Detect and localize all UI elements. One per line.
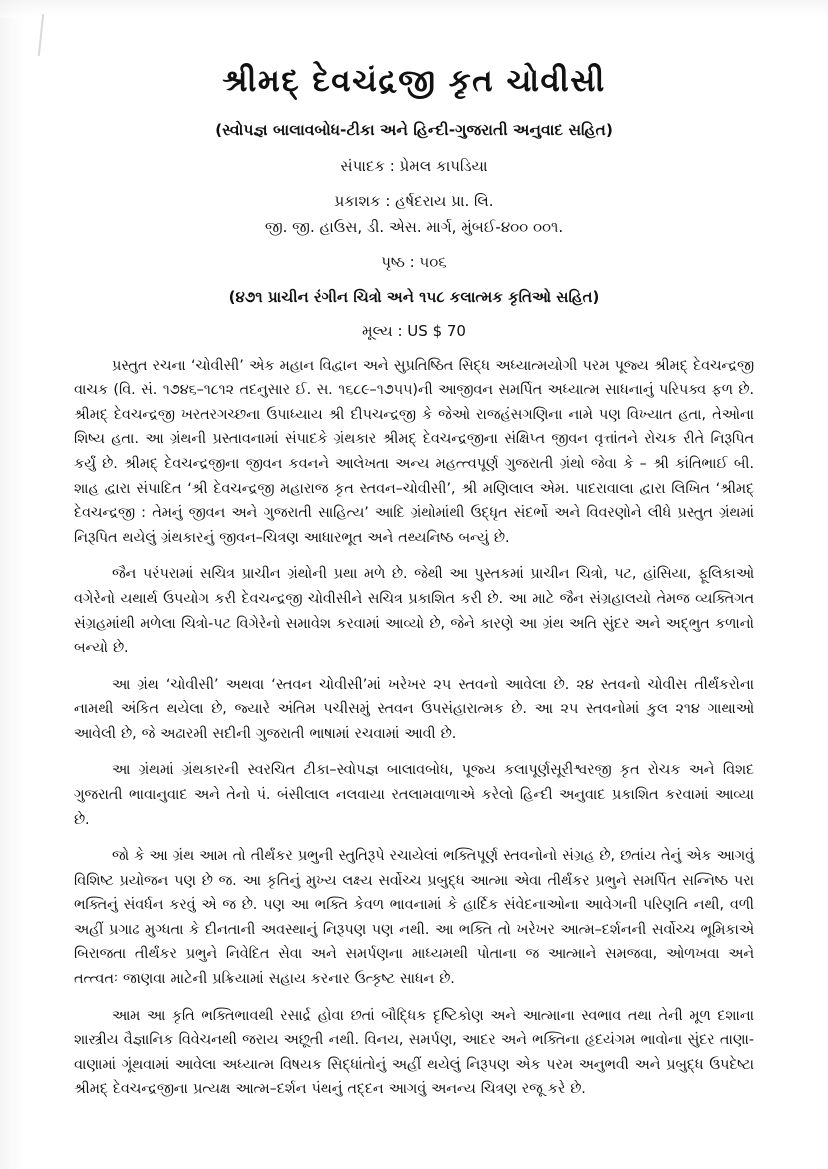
scan-artifact-mark xyxy=(38,14,44,56)
paragraph: જો કે આ ગ્રંથ આમ તો તીર્થંકર પ્રભુની સ્તુતિરૂપે રચાયેલાં ભક્તિપૂર્ણ સ્તવનોનો સંગ્રહ છે, છતાંય તેનું એક આગવું વિશિષ્ટ પ્રયોજન પણ છે જ. આ કૃતિનું મુખ્ય લક્ષ્ય સર્વોચ્ચ પ્રબુદ્ધ આત્મા એવા તીર્થંકર પ્રભુને સમર્પિત સન્નિષ્ઠ પરા ભક્તિનું સંવર્ધન કરવું એ જ છે. પણ આ ભક્તિ કેવળ ભાવનામાં કે હાર્દિક સંવેદનાઓના આવેગની પરિણતિ નથી, વળી અહીં પ્રગાઢ મુગ્ધતા કે દીનતાની અવસ્થાનું નિરૂપણ પણ નથી. આ ભક્તિ તો ખરેખર આત્મ–દર્શનની સર્વોચ્ચ ભૂમિકાએ બિરાજતા તીર્થંકર પ્રભુને નિવેદિત સેવા અને સમર્પણના માધ્યમથી પોતાના જ આત્માને સમજવા, ઓળખવા અને તત્ત્વતઃ જાણવા માટેની પ્રક્રિયામાં સહાય કરનાર ઉત્કૃષ્ટ સાધન છે. xyxy=(74,848,754,988)
editor-line: સંપાદક : પ્રેમલ કાપડિયા xyxy=(340,156,488,175)
paragraph: આમ આ કૃતિ ભક્તિભાવથી રસાર્દ્ર હોવા છતાં બૌદ્ધિક દૃષ્ટિકોણ અને આત્માના સ્વભાવ તથા તેની મૂળ દશાના શાસ્ત્રીય વૈજ્ઞાનિક વિવેચનથી જરાય અછૂતી નથી. વિનય, સમર્પણ, આદર અને ભક્તિના હૃદયંગમ ભાવોના સુંદર તાણા-વાણામાં ગૂંથવામાં આવેલા અધ્યાત્મ વિષયક સિદ્ધાંતોનું અહીં થયેલું નિરૂપણ એક પરમ અનુભવી અને પ્રબુદ્ધ ઉપદેષ્ટા શ્રીમદ્ દેવચન્દ્રજીના પ્રત્યક્ષ આત્મ–દર્શન પંથનું તદ્દન આગવું અનન્ય ચિત્રણ રજૂ કરે છે. xyxy=(74,1007,754,1098)
illustrations-line: (૪૭૧ પ્રાચીન રંગીન ચિત્રો અને ૧૫૮ કલાત્મક કૃતિઓ સહિત) xyxy=(228,287,600,306)
scan-edge-top xyxy=(0,0,828,18)
scan-edge-left xyxy=(0,0,26,1169)
paragraph: આ ગ્રંથ ‘ચોવીસી’ અથવા ‘સ્તવન ચોવીસી’માં ખરેખર ૨૫ સ્તવનો આવેલા છે. ૨૪ સ્તવનો ચોવીસ તીર્થંકરોના નામથી અંકિત થયેલા છે, જ્યારે અંતિમ પચીસમું સ્તવન ઉપસંહારાત્મક છે. આ ૨૫ સ્તવનોમાં કુલ ૨૧૪ ગાથાઓ આવેલી છે, જે અઢારમી સદીની ગુજરાતી ભાષામાં રચવામાં આવી છે. xyxy=(74,676,754,742)
paragraph: પ્રસ્તુત રચના ‘ચોવીસી’ એક મહાન વિદ્વાન અને સુપ્રતિષ્ઠિત સિદ્ધ અધ્યાત્મયોગી પરમ પૂજ્ય શ્રીમદ્ દેવચન્દ્રજી વાચક (વિ. સં. ૧૭૪૬–૧૮૧૨ તદનુસાર ઈ. સ. ૧૬૮૯–૧૭૫૫)ની આજીવન સમર્પિત અધ્યાત્મ સાધનાનું પરિપક્વ ફળ છે. શ્રીમદ્ દેવચન્દ્રજી ખરતરગચ્છના ઉપાધ્યાય શ્રી દીપચન્દ્રજી કે જેઓ રાજહંસગણિના નામે પણ વિખ્યાત હતા, તેઓના શિષ્ય હતા. આ ગ્રંથની પ્રસ્તાવનામાં સંપાદકે ગ્રંથકાર શ્રીમદ્ દેવચન્દ્રજીના સંક્ષિપ્ત જીવન વૃત્તાંતને રોચક રીતે નિરૂપિત કર્યું છે. શ્રીમદ્ દેવચન્દ્રજીના જીવન કવનને આલેખતા અન્ય મહત્ત્વપૂર્ણ ગુજરાતી ગ્રંથો જેવા કે – શ્રી કાંતિભાઈ બી. શાહ દ્વારા સંપાદિત ‘શ્રી દેવચન્દ્રજી મહારાજ કૃત સ્તવન–ચોવીસી’, શ્રી મણિલાલ એમ. પાદરાવાલા દ્વારા લિખિત ‘શ્રીમદ્ દેવચન્દ્રજી : તેમનું જીવન અને ગુજરાતી સાહિત્ય’ આદિ ગ્રંથોમાંથી ઉદ્ધૃત સંદર્ભો અને વિવરણોને લીધે પ્રસ્તુત ગ્રંથમાં નિરૂપિત થયેલું ગ્રંથકારનું જીવન–ચિત્રણ આધારભૂત અને તથ્યનિષ્ઠ બન્યું છે. xyxy=(74,357,754,546)
publisher-line: પ્રકાશક : હર્ષદરાય પ્રા. લિ. xyxy=(334,191,494,210)
publisher-address: જી. જી. હાઉસ, ડી. એસ. માર્ગ, મુંબઈ-૪૦૦ ૦૦૧. xyxy=(264,217,564,236)
paragraph: આ ગ્રંથમાં ગ્રંથકારની સ્વરચિત ટીકા–સ્વોપજ્ઞ બાલાવબોધ, પૂજ્ય કલાપૂર્ણસૂરીશ્વરજી કૃત રોચક અને વિશદ ગુજરાતી ભાવાનુવાદ અને તેનો પં. બંસીલાલ નલવાયા રતલામવાળાએ કરેલો હિન્દી અનુવાદ પ્રકાશિત કરવામાં આવ્યા છે. xyxy=(74,762,754,828)
price-line: મૂલ્ય : US $ 70 xyxy=(362,321,466,340)
page-title: શ્રીમદ્ દેવચંદ્રજી કૃત ચોવીસી xyxy=(222,63,606,99)
paragraph: જૈન પરંપરામાં સચિત્ર પ્રાચીન ગ્રંથોની પ્રથા મળે છે. જેથી આ પુસ્તકમાં પ્રાચીન ચિત્રો, પટ, હાંસિયા, ફૂલિકાઓ વગેરેનો યથાર્થ ઉપયોગ કરી દેવચન્દ્રજી ચોવીસીને સચિત્ર પ્રકાશિત કરી છે. આ માટે જૈન સંગ્રહાલયો તેમજ વ્યક્તિગત સંગ્રહમાંથી મળેલા ચિત્રો-પટ વિગેરેનો સમાવેશ કરવામાં આવ્યો છે, જેને કારણે આ ગ્રંથ અતિ સુંદર અને અદ્ભુત કળાનો બન્યો છે. xyxy=(74,566,754,657)
pages-line: પૃષ્ઠ : ૫૦૬ xyxy=(381,252,447,271)
page-subtitle: (સ્વોપજ્ઞ બાલાવબોધ-ટીકા અને હિન્દી-ગુજરાતી અનુવાદ સહિત) xyxy=(215,120,613,139)
body-text xyxy=(74,354,754,1102)
